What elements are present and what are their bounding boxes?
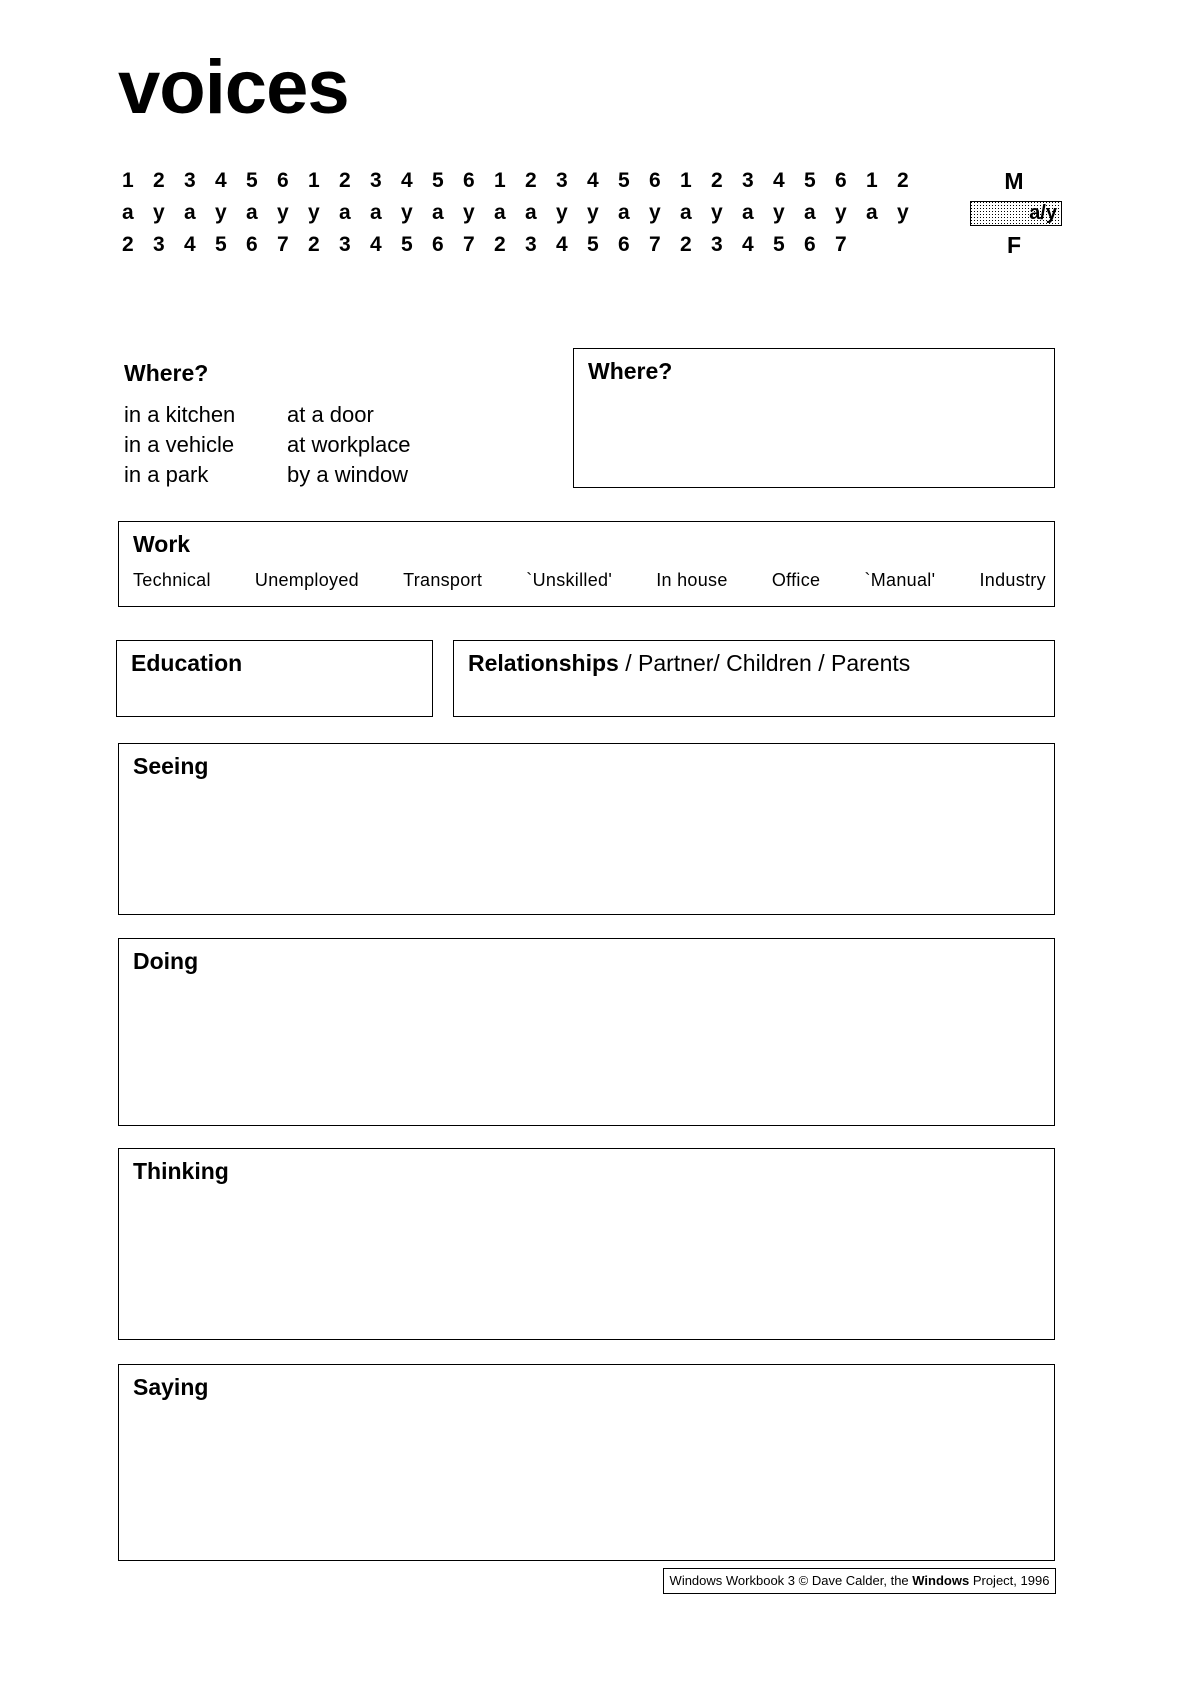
work-box[interactable] bbox=[118, 521, 1055, 607]
code-cell[interactable]: 7 bbox=[835, 233, 847, 256]
work-category[interactable]: `Unskilled' bbox=[526, 570, 613, 590]
code-cell[interactable]: 3 bbox=[184, 169, 196, 192]
where-option[interactable]: in a kitchen bbox=[124, 402, 236, 427]
code-cell[interactable]: 6 bbox=[618, 233, 630, 256]
seeing-heading: Seeing bbox=[133, 753, 209, 779]
code-cell[interactable]: y bbox=[711, 201, 723, 224]
code-cell[interactable]: a bbox=[339, 201, 351, 224]
code-cell[interactable]: 6 bbox=[835, 169, 847, 192]
code-cell[interactable]: 6 bbox=[649, 169, 661, 192]
code-cell[interactable]: a bbox=[184, 201, 196, 224]
work-category-list bbox=[133, 570, 1046, 591]
where-option[interactable]: by a window bbox=[287, 462, 409, 487]
code-cell[interactable]: 2 bbox=[308, 233, 320, 256]
code-cell[interactable]: 4 bbox=[773, 169, 785, 192]
work-category[interactable]: `Manual' bbox=[864, 570, 936, 590]
code-cell[interactable]: a bbox=[680, 201, 692, 224]
code-cell[interactable]: a bbox=[866, 201, 878, 224]
thinking-box[interactable] bbox=[118, 1148, 1055, 1340]
relationships-box[interactable] bbox=[453, 640, 1055, 717]
code-cell[interactable]: 6 bbox=[432, 233, 444, 256]
code-cell[interactable]: 3 bbox=[556, 169, 568, 192]
work-category[interactable]: Transport bbox=[403, 570, 483, 590]
code-cell[interactable]: 6 bbox=[246, 233, 258, 256]
code-cell[interactable]: y bbox=[215, 201, 227, 224]
code-cell[interactable]: y bbox=[835, 201, 847, 224]
code-cell[interactable]: a bbox=[618, 201, 630, 224]
gender-male-label[interactable]: M bbox=[1004, 167, 1024, 194]
footer-suffix: Project, 1996 bbox=[969, 1573, 1050, 1588]
code-cell[interactable]: 5 bbox=[618, 169, 630, 192]
code-cell[interactable]: 4 bbox=[184, 233, 196, 256]
work-category[interactable]: Office bbox=[771, 570, 821, 590]
code-cell[interactable]: y bbox=[463, 201, 475, 224]
where-option[interactable]: in a park bbox=[124, 462, 209, 487]
code-cell[interactable]: 2 bbox=[711, 169, 723, 192]
where-answer-heading: Where? bbox=[588, 358, 673, 384]
footer-bold-windows: Windows bbox=[912, 1573, 970, 1588]
seeing-box[interactable] bbox=[118, 743, 1055, 915]
code-cell[interactable]: 1 bbox=[494, 169, 506, 192]
code-row-numbers-bottom bbox=[122, 229, 1062, 261]
code-cell[interactable]: y bbox=[649, 201, 661, 224]
code-cell[interactable]: 6 bbox=[277, 169, 289, 192]
code-row-numbers-top bbox=[122, 165, 1062, 197]
code-cell[interactable]: 3 bbox=[525, 233, 537, 256]
relationships-heading-bold: Relationships bbox=[468, 650, 619, 676]
code-cell[interactable]: a bbox=[494, 201, 506, 224]
code-cell[interactable]: 2 bbox=[339, 169, 351, 192]
where-prompt-block bbox=[124, 360, 411, 490]
page-title: voices bbox=[118, 45, 349, 130]
where-options-list bbox=[124, 400, 411, 490]
code-cell[interactable]: 2 bbox=[525, 169, 537, 192]
code-cell[interactable]: 1 bbox=[308, 169, 320, 192]
age-selector-box[interactable]: a/y bbox=[970, 201, 1062, 226]
code-cell[interactable]: 1 bbox=[680, 169, 692, 192]
code-row-letters bbox=[122, 197, 1062, 229]
code-cell[interactable]: 3 bbox=[742, 169, 754, 192]
where-option[interactable]: at a door bbox=[287, 402, 374, 427]
code-cell[interactable]: y bbox=[153, 201, 165, 224]
code-cell[interactable]: 3 bbox=[153, 233, 165, 256]
code-cell[interactable]: a bbox=[525, 201, 537, 224]
code-cell[interactable]: 2 bbox=[494, 233, 506, 256]
code-cell[interactable]: y bbox=[897, 201, 909, 224]
saying-box[interactable] bbox=[118, 1364, 1055, 1561]
code-cell[interactable]: a bbox=[122, 201, 134, 224]
code-cell[interactable]: 6 bbox=[804, 233, 816, 256]
code-cell[interactable]: y bbox=[277, 201, 289, 224]
where-option-row bbox=[124, 460, 411, 490]
code-cell[interactable]: y bbox=[401, 201, 413, 224]
code-cell[interactable]: 4 bbox=[742, 233, 754, 256]
where-option[interactable]: at workplace bbox=[287, 432, 411, 457]
gender-female-label[interactable]: F bbox=[1006, 231, 1022, 258]
code-cell[interactable]: y bbox=[773, 201, 785, 224]
code-cell[interactable]: 4 bbox=[401, 169, 413, 192]
relationships-heading-rest: / Partner/ Children / Parents bbox=[618, 650, 911, 676]
code-cell[interactable]: 5 bbox=[804, 169, 816, 192]
code-cell[interactable]: a bbox=[432, 201, 444, 224]
code-cell[interactable]: 5 bbox=[432, 169, 444, 192]
work-category[interactable]: Industry bbox=[979, 570, 1046, 590]
code-cell[interactable]: y bbox=[556, 201, 568, 224]
work-heading: Work bbox=[133, 531, 191, 557]
code-cell[interactable]: 5 bbox=[587, 233, 599, 256]
code-cell[interactable]: 3 bbox=[339, 233, 351, 256]
footer-credit bbox=[663, 1568, 1056, 1594]
thinking-heading: Thinking bbox=[133, 1158, 229, 1184]
where-option-row bbox=[124, 430, 411, 460]
code-cell[interactable]: 2 bbox=[680, 233, 692, 256]
code-cell[interactable]: 6 bbox=[463, 169, 475, 192]
code-cell[interactable]: 2 bbox=[897, 169, 909, 192]
code-cell[interactable]: 7 bbox=[463, 233, 475, 256]
relationships-heading bbox=[468, 650, 910, 677]
code-cell[interactable]: a bbox=[246, 201, 258, 224]
doing-box[interactable] bbox=[118, 938, 1055, 1126]
code-cell[interactable]: y bbox=[587, 201, 599, 224]
doing-heading: Doing bbox=[133, 948, 199, 974]
saying-heading: Saying bbox=[133, 1374, 209, 1400]
code-cell[interactable]: 4 bbox=[587, 169, 599, 192]
code-cell[interactable]: 7 bbox=[649, 233, 661, 256]
code-cell[interactable]: a bbox=[804, 201, 816, 224]
code-cell[interactable]: 4 bbox=[215, 169, 227, 192]
code-cell[interactable]: 3 bbox=[370, 169, 382, 192]
code-cell[interactable]: 2 bbox=[153, 169, 165, 192]
work-category[interactable]: In house bbox=[656, 570, 728, 590]
code-cell[interactable]: 1 bbox=[866, 169, 878, 192]
code-cell[interactable]: 4 bbox=[556, 233, 568, 256]
education-heading: Education bbox=[131, 650, 243, 676]
code-cell[interactable]: 3 bbox=[711, 233, 723, 256]
work-category[interactable]: Technical bbox=[133, 570, 211, 590]
footer-prefix: Windows Workbook 3 © Dave Calder, the bbox=[669, 1573, 913, 1588]
code-cell[interactable]: 7 bbox=[277, 233, 289, 256]
code-grid bbox=[122, 165, 1062, 261]
code-cell[interactable]: 2 bbox=[122, 233, 134, 256]
where-option-row bbox=[124, 400, 411, 430]
code-cell[interactable]: a bbox=[370, 201, 382, 224]
code-cell[interactable]: 1 bbox=[122, 169, 134, 192]
code-cell[interactable]: 5 bbox=[773, 233, 785, 256]
code-cell[interactable]: 5 bbox=[215, 233, 227, 256]
code-cell[interactable]: y bbox=[308, 201, 320, 224]
code-cell[interactable]: a bbox=[742, 201, 754, 224]
code-cell[interactable]: 5 bbox=[246, 169, 258, 192]
code-cell[interactable]: 5 bbox=[401, 233, 413, 256]
education-box[interactable] bbox=[116, 640, 433, 717]
code-cell[interactable]: 4 bbox=[370, 233, 382, 256]
where-prompt-heading: Where? bbox=[124, 360, 209, 386]
where-option[interactable]: in a vehicle bbox=[124, 432, 235, 457]
where-answer-box[interactable] bbox=[573, 348, 1055, 488]
work-category[interactable]: Unemployed bbox=[254, 570, 359, 590]
